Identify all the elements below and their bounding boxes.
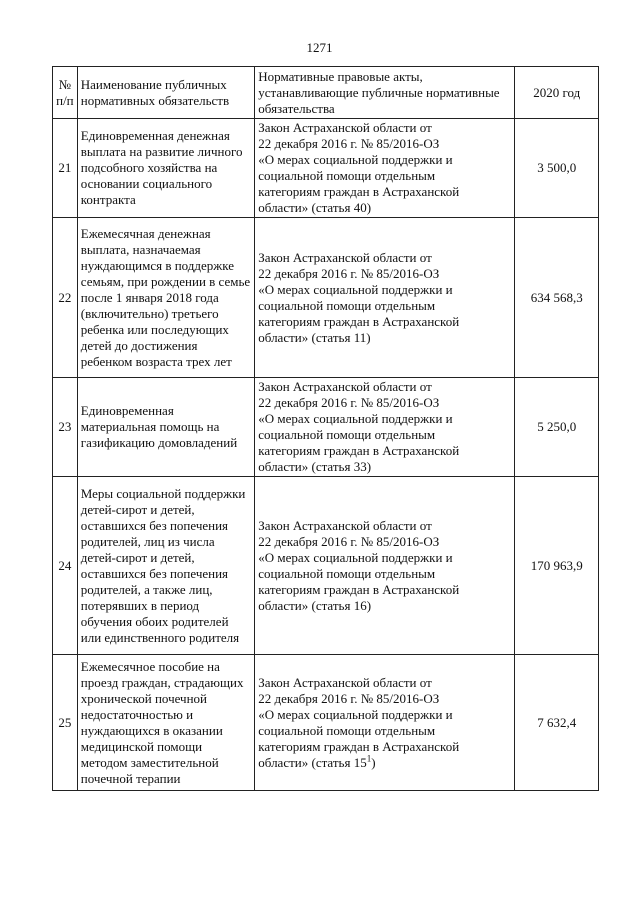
obligation-name: Единовременная денежная выплата на развитие личного подсобного хозяйства на основании социального контракта xyxy=(77,119,255,218)
legal-act xyxy=(255,119,515,218)
legal-act-line: Закон Астраханской области от xyxy=(258,120,432,135)
table-row xyxy=(53,378,599,477)
legal-act-line: области» (статья $15^1$) xyxy=(258,753,376,770)
table-row xyxy=(53,218,599,378)
row-number: 23 xyxy=(53,378,78,477)
legal-act-line: социальной помощи отдельным xyxy=(258,722,436,738)
legal-act-line: «О мерах социальной поддержки и xyxy=(258,706,453,722)
legal-act-line: 22 декабря 2016 г. № 85/2016-ОЗ xyxy=(258,265,440,281)
legal-act-line: области» (статья 40) xyxy=(258,200,372,215)
amount-2020: 7 632,4 xyxy=(515,655,599,791)
legal-act-line: социальной помощи отдельным xyxy=(258,427,436,442)
legal-act-line: категориям граждан в Астраханской xyxy=(258,184,460,199)
legal-act-line: «О мерах социальной поддержки и xyxy=(258,549,453,565)
legal-act-line: социальной помощи отдельным xyxy=(258,297,436,313)
legal-act-line: области» (статья 16) xyxy=(258,597,372,613)
legal-act-line: категориям граждан в Астраханской xyxy=(258,738,460,754)
table-row xyxy=(53,119,599,218)
obligation-name: Меры социальной поддержки детей-сирот и детей, оставшихся без попечения родителей, лиц из числа детей-сирот и детей, оставшихся без попечения родителей, а также лиц, потерявших в период обучения обоих родителей или единственного родителя xyxy=(77,477,255,655)
legal-act-line: социальной помощи отдельным xyxy=(258,565,436,581)
header-name: Наименование публичных нормативных обязательств xyxy=(77,67,255,119)
legal-act xyxy=(255,378,515,477)
legal-act-line: «О мерах социальной поддержки и xyxy=(258,281,453,297)
legal-act xyxy=(255,218,515,378)
header-act: Нормативные правовые акты, устанавливающие публичные нормативные обязательства xyxy=(255,67,515,119)
row-number: 21 xyxy=(53,119,78,218)
table-row xyxy=(53,655,599,791)
legal-act-line: социальной помощи отдельным xyxy=(258,168,436,183)
table-row xyxy=(53,477,599,655)
amount-2020: 5 250,0 xyxy=(515,378,599,477)
row-number: 22 xyxy=(53,218,78,378)
amount-2020: 3 500,0 xyxy=(515,119,599,218)
article-superscript: 1 xyxy=(366,753,372,764)
legal-act-line: Закон Астраханской области от xyxy=(258,674,432,690)
page-number: 1271 xyxy=(306,40,333,55)
obligation-name: Ежемесячное пособие на проезд граждан, страдающих хронической почечной недостаточностью и нуждающихся в оказании медицинской помощи методом заместительной почечной терапии xyxy=(77,655,255,791)
legal-act-line: категориям граждан в Астраханской xyxy=(258,443,460,458)
obligation-name: Единовременная материальная помощь на газификацию домовладений xyxy=(77,378,255,477)
legal-act-line: Закон Астраханской области от xyxy=(258,379,432,394)
legal-act-line: 22 декабря 2016 г. № 85/2016-ОЗ xyxy=(258,690,440,706)
legal-act-line: области» (статья 33) xyxy=(258,459,372,474)
legal-act-line: категориям граждан в Астраханской xyxy=(258,313,460,329)
legal-act xyxy=(255,477,515,655)
amount-2020: 170 963,9 xyxy=(515,477,599,655)
header-year: 2020 год xyxy=(515,67,599,119)
table-header-row xyxy=(53,67,599,119)
legal-act-line: области» (статья 11) xyxy=(258,329,371,345)
legal-act-line: 22 декабря 2016 г. № 85/2016-ОЗ xyxy=(258,395,440,410)
legal-act-line: 22 декабря 2016 г. № 85/2016-ОЗ xyxy=(258,136,440,151)
legal-act xyxy=(255,655,515,791)
obligation-name: Ежемесячная денежная выплата, назначаемая нуждающимся в поддержке семьям, при рождении в семье после 1 января 2018 года (включительно) третьего ребенка или последующих детей до достижения ребенком возраста трех лет xyxy=(77,218,255,378)
row-number: 24 xyxy=(53,477,78,655)
legal-act-line: Закон Астраханской области от xyxy=(258,517,432,533)
row-number: 25 xyxy=(53,655,78,791)
header-num: № п/п xyxy=(53,67,78,119)
legal-act-line: «О мерах социальной поддержки и xyxy=(258,152,453,167)
legal-act-line: «О мерах социальной поддержки и xyxy=(258,411,453,426)
obligations-table xyxy=(52,66,599,791)
legal-act-line: Закон Астраханской области от xyxy=(258,249,432,265)
amount-2020: 634 568,3 xyxy=(515,218,599,378)
legal-act-line: 22 декабря 2016 г. № 85/2016-ОЗ xyxy=(258,533,440,549)
legal-act-line: категориям граждан в Астраханской xyxy=(258,581,460,597)
